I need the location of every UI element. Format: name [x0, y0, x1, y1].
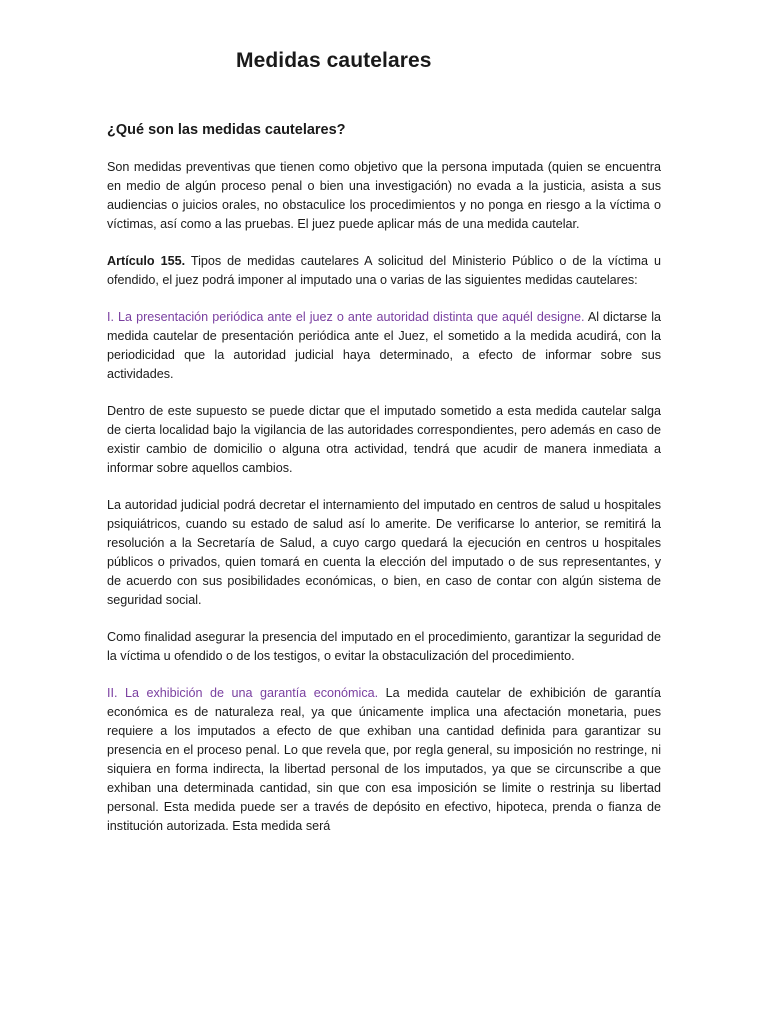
section-1-paragraph — [107, 308, 661, 384]
article-label: Artículo 155. — [107, 254, 186, 268]
article-text: Tipos de medidas cautelares A solicitud del Ministerio Público o de la víctima u ofendido, el juez podrá imponer al imputado una o varias de las siguientes medidas cautelares: — [107, 254, 661, 287]
paragraph-autoridad: La autoridad judicial podrá decretar el internamiento del imputado en centros de salud u hospitales psiquiátricos, cuando su estado de salud así lo amerite. De verificarse lo anterior, se remitirá la resolución a la Secretaría de Salud, a cuyo cargo quedará la ejecución en centros u hospitales públicos o privados, quien tomará en cuenta la elección del imputado o de sus representantes, y de acuerdo con sus posibilidades económicas, o bien, en caso de contar con algún sistema de seguridad social. — [107, 498, 661, 607]
section-2-heading: II. La exhibición de una garantía económica. — [107, 686, 379, 700]
section-2-text: La medida cautelar de exhibición de garantía económica es de naturaleza real, ya que únicamente implica una afectación monetaria, pues requiere a los imputados a efecto de que exhiban una cantidad definida para garantizar su presencia en el proceso penal. Lo que revela que, por regla general, su imposición no restringe, ni siquiera en forma indirecta, la libertad personal de los imputados, ya que se circunscribe a que exhiban una determinada cantidad, sin que con esa imposición se limite o restrinja su libertad personal. Esta medida puede ser a través de depósito en efectivo, hipoteca, prenda o fianza de institución autorizada. Esta medida será — [107, 686, 661, 833]
paragraph-finalidad: Como finalidad asegurar la presencia del imputado en el procedimiento, garantizar la seguridad de la víctima u ofendido o de los testigos, o evitar la obstaculización del procedimiento. — [107, 630, 661, 663]
section-2-paragraph — [107, 684, 661, 836]
paragraph-dentro: Dentro de este supuesto se puede dictar que el imputado sometido a esta medida cautelar salga de cierta localidad bajo la vigilancia de las autoridades correspondientes, pero además en caso de existir cambio de domicilio o alguna otra actividad, tendrá que acudir de manera inmediata a informar sobre aquellos cambios. — [107, 404, 661, 475]
document-page — [107, 46, 661, 836]
section-heading: ¿Qué son las medidas cautelares? — [107, 122, 346, 138]
section-1-text: Al dictarse la medida cautelar de presentación periódica ante el Juez, el sometido a la medida acudirá, con la periodicidad que la autoridad judicial haya determinado, a efecto de informar sobre sus actividades. — [107, 310, 661, 381]
section-1-heading: I. La presentación periódica ante el juez o ante autoridad distinta que aquél designe. — [107, 310, 585, 324]
intro-paragraph: Son medidas preventivas que tienen como objetivo que la persona imputada (quien se encuentra en medio de algún proceso penal o bien una investigación) no evada a la justicia, asista a sus audiencias o juicios orales, no obstaculice los procedimientos y no ponga en riesgo a la víctima o víctimas, así como a las pruebas. El juez puede aplicar más de una medida cautelar. — [107, 160, 661, 231]
article-paragraph — [107, 252, 661, 290]
document-title: Medidas cautelares — [236, 49, 432, 72]
